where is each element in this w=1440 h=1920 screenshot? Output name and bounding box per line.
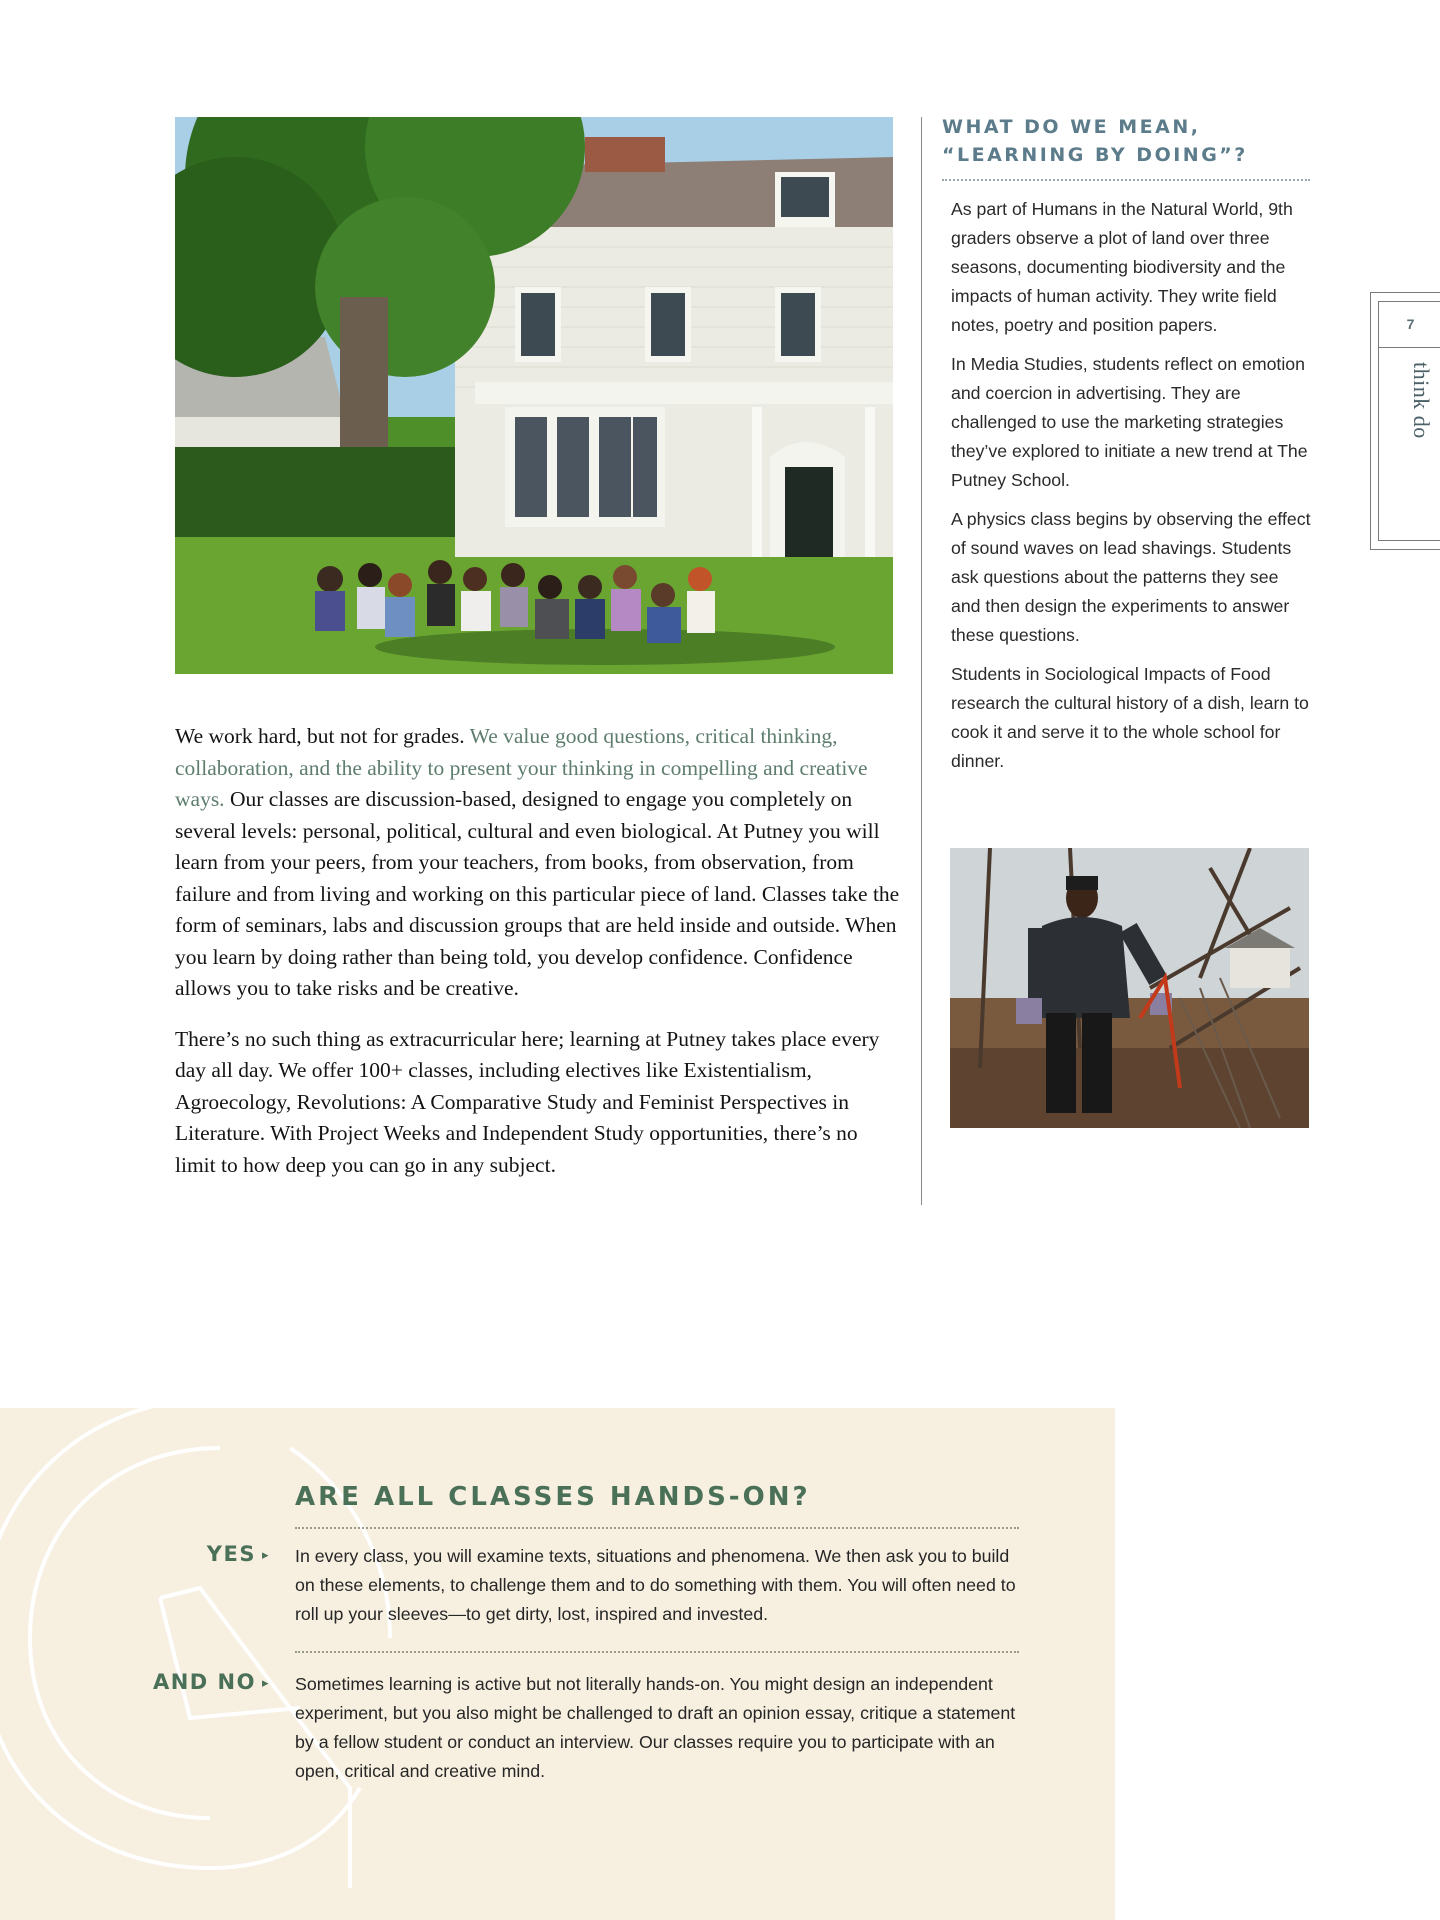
page-tab-frame	[1378, 301, 1440, 541]
no-answer: Sometimes learning is active but not literally hands-on. You might design an independent experiment, but you also might be challenged to draft an opinion essay, critique a statement by a fellow student or conduct an interview. Our classes require you to participate with an open, critical and creative mind.	[295, 1674, 1016, 1781]
page-tab	[1370, 292, 1440, 550]
column-divider	[921, 117, 922, 1205]
page-number: 7	[1406, 316, 1415, 332]
highlighted-statement: We value good questions, critical thinking, collaboration, and the ability to present your thinking in compelling and creative ways.	[175, 724, 868, 811]
body-paragraph-2: There’s no such thing as extracurricular here; learning at Putney takes place every day all day. We offer 100+ classes, including electives like Existentialism, Agroecology, Revolutions: A Comparative Study and Feminist Perspectives in Literature. With Project Weeks and Independent Study opportunities, there’s no limit to how deep you can go in any subject.	[175, 1026, 880, 1177]
body-paragraph-1: We work hard, but not for grades. We value good questions, critical thinking, collaboration, and the ability to present your thinking in compelling and creative ways. Our classes are discussion-based, designed to engage you completely on several levels: personal, political, cultural and even biological. At Putney you will learn from your peers, from your teachers, from books, from observation, from failure and from living and working on this particular piece of land. Classes take the form of seminars, labs and discussion groups that are held inside and outside. When you learn by doing rather than being told, you develop confidence. Confidence allows you to take risks and be creative.	[175, 724, 900, 1000]
sidebar-paragraph: Students in Sociological Impacts of Food research the cultural history of a dish, learn to cook it and serve it to the whole school for dinner.	[951, 664, 1309, 771]
sidebar-paragraph: In Media Studies, students reflect on emotion and coercion in advertising. They are challenged to use the marketing strategies they’ve explored to initiate a new trend at The Putney School.	[951, 354, 1308, 490]
sidebar-paragraph: A physics class begins by observing the effect of sound waves on lead shavings. Students ask questions about the patterns they see and then design the experiments to answer these questions.	[951, 509, 1311, 645]
section-label: think do	[1409, 362, 1434, 439]
tab-divider	[1379, 347, 1440, 348]
sidebar	[942, 113, 1312, 776]
sidebar-paragraph: As part of Humans in the Natural World, 9th graders observe a plot of land over three seasons, documenting biodiversity and the impacts of human activity. They write field notes, poetry and position papers.	[951, 199, 1293, 335]
sidebar-heading: WHAT DO WE MEAN, “LEARNING BY DOING”?	[942, 116, 1248, 166]
faq-heading: ARE ALL CLASSES HANDS-ON?	[295, 1482, 811, 1512]
faq-box	[0, 1408, 1115, 1920]
campus-photo	[175, 117, 893, 674]
body-copy	[175, 721, 900, 1200]
no-label: AND NO ▸	[152, 1670, 270, 1694]
arrow-right-icon: ▸	[261, 1548, 270, 1563]
decorative-letter-outline	[0, 1408, 430, 1888]
dotted-divider	[295, 1651, 1019, 1653]
student-with-saw-photo	[950, 848, 1309, 1128]
dotted-divider	[295, 1527, 1019, 1529]
yes-label: YES ▸	[206, 1542, 270, 1566]
dotted-divider	[942, 179, 1310, 181]
yes-answer: In every class, you will examine texts, situations and phenomena. We then ask you to build on these elements, to challenge them and to do something with them. You will often need to roll up your sleeves—to get dirty, lost, inspired and invested.	[295, 1546, 1016, 1624]
arrow-right-icon: ▸	[261, 1676, 270, 1691]
